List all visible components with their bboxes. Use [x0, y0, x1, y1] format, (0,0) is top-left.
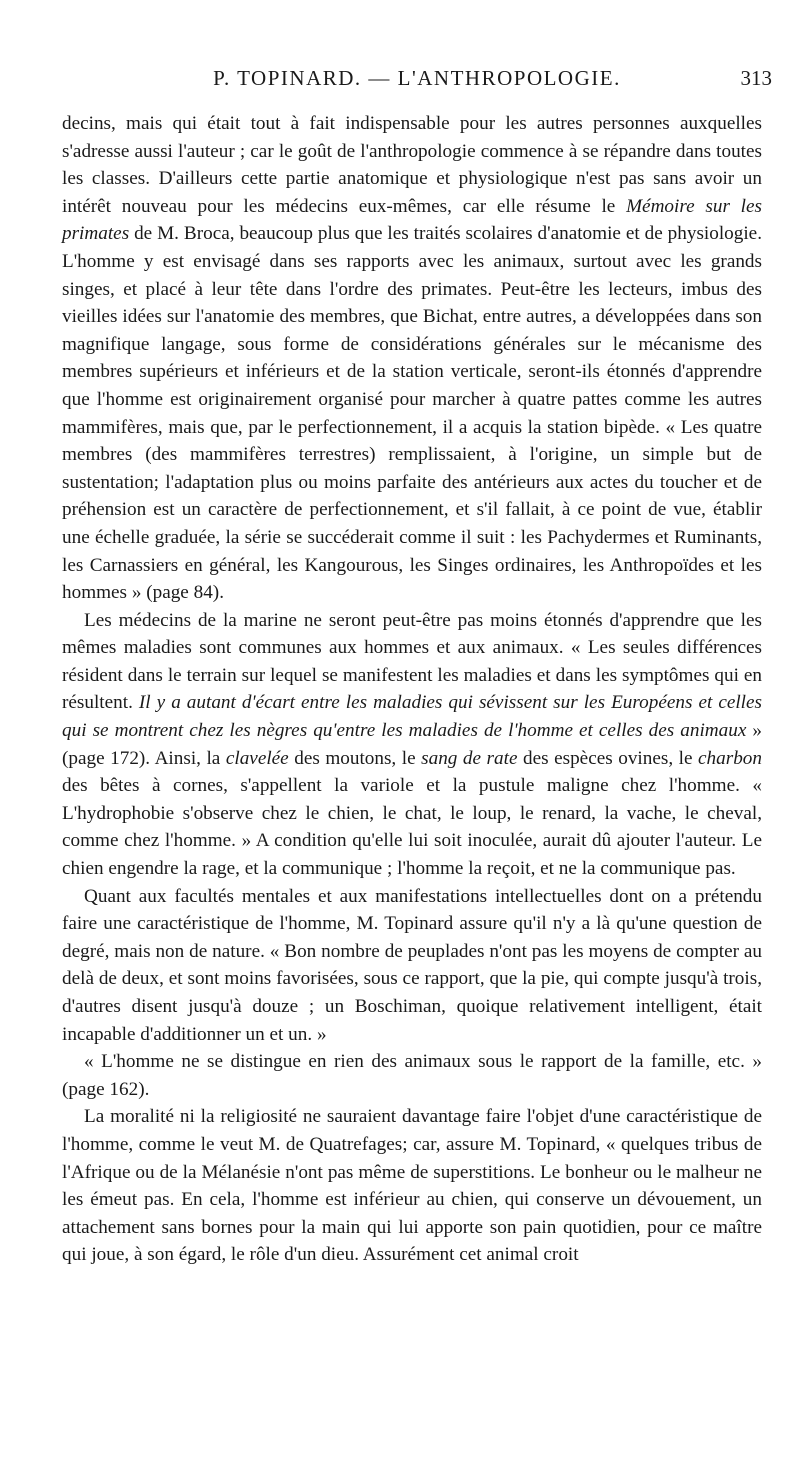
text-run: des moutons, le: [288, 747, 422, 769]
text-run: » (page 172). Ainsi, la: [62, 720, 763, 769]
text-run: « L'homme ne se distingue en rien des animaux sous le rapport de la famille, etc. » (page 162).: [62, 1051, 762, 1100]
paragraph: [62, 607, 762, 883]
text-run: Les médecins de la marine ne seront peut-être pas moins étonnés d'apprendre que les mêmes maladies sont communes aux hommes et aux animaux. « Les seules différences résident dans le terrain sur lequel se manifestent les maladies et dans les symptômes qui en résultent.: [62, 609, 762, 714]
paragraph: [62, 1103, 762, 1269]
text-run: Quant aux facultés mentales et aux manifestations intellectuelles dont on a prétendu faire une caractéristique de l'homme, M. Topinard assure qu'il n'y a là qu'une question de degré, mais non de nature. « Bon nombre de peuplades n'ont pas les moyens de compter au delà de deux, et sont moins favorisées, sous ce rapport, que la pie, qui compte jusqu'à trois, d'autres disent jusqu'à douze ; un Boschiman, quoique relativement intelligent, était incapable d'additionner un et un. »: [62, 885, 762, 1045]
paragraph: [62, 110, 762, 607]
text-run: des espèces ovines, le: [517, 747, 699, 769]
text-run: de M. Broca, beaucoup plus que les traités scolaires d'anatomie et de physiologie. L'homme y est envisagé dans ses rapports avec les animaux, surtout avec les grands singes, et placé à leur tête dans l'ordre des primates. Peut-être les lecteurs, imbus des vieilles idées sur l'anatomie des membres, que Bichat, entre autres, a développées dans son magnifique langage, sous forme de considérations générales sur le mécanisme des membres supérieurs et inférieurs et de la station verticale, seront-ils étonnés d'apprendre que l'homme est originairement organisé pour marcher à quatre pattes comme les autres mammifères, mais que, par le perfectionnement, il a acquis la station bipède. « Les quatre membres (des mammifères terrestres) remplissaient, à l'origine, un simple but de sustentation; l'adaptation plus ou moins parfaite des antérieurs aux actes du toucher et de préhension est un caractère de perfectionnement, et s'il fallait, à ce point de vue, établir une échelle graduée, la série se succéderait comme il suit : les Pachydermes et Ruminants, les Carnassiers en général, les Kangourous, les Singes ordinaires, les Anthropoïdes et les hommes » (page 84).: [62, 223, 762, 604]
paragraph: [62, 883, 762, 1049]
text-run: decins, mais qui était tout à fait indispensable pour les autres personnes auxquelles s'adresse aussi l'auteur ; car le goût de l'anthropologie commence à se répandre dans toutes les classes. D'ailleurs cette partie anatomique et physiologique n'est pas sans avoir un intérêt nouveau pour les médecins eux-mêmes, car elle résume le: [62, 113, 762, 217]
page-number: 313: [740, 66, 772, 90]
body-text: [62, 110, 762, 1269]
italic-text: clavelée: [225, 747, 289, 769]
italic-text: charbon: [698, 747, 762, 769]
italic-text: sang de rate: [421, 747, 518, 769]
paragraph: [62, 1048, 762, 1103]
page-header: [62, 66, 772, 96]
italic-text: Mémoire sur les primates: [62, 195, 762, 245]
italic-text: Il y a autant d'écart entre les maladies qui sévissent sur les Européens et celles qui se montrent chez les nègres qu'entre les maladies de l'homme et celles des animaux: [62, 692, 762, 742]
text-run: des bêtes à cornes, s'appellent la variole et la pustule maligne chez l'homme. « L'hydrophobie s'observe chez le chien, le chat, le loup, le renard, la vache, le cheval, comme chez l'homme. » A condition qu'elle lui soit inoculée, aurait dû ajouter l'auteur. Le chien engendre la rage, et la communique ; l'homme la reçoit, et ne la communique pas.: [62, 775, 762, 880]
text-run: La moralité ni la religiosité ne sauraient davantage faire l'objet d'une caractéristique de l'homme, comme le veut M. de Quatrefages; car, assure M. Topinard, « quelques tribus de l'Afrique ou de la Mélanésie n'ont pas même de superstitions. Le bonheur ou le malheur ne les émeut pas. En cela, l'homme est inférieur au chien, qui conserve un dévouement, un attachement sans bornes pour la main qui lui apporte son pain quotidien, pour ce maître qui joue, à son égard, le rôle d'un dieu. Assurément cet animal croit: [62, 1106, 762, 1266]
running-head: P. TOPINARD. — L'ANTHROPOLOGIE.: [213, 66, 621, 90]
